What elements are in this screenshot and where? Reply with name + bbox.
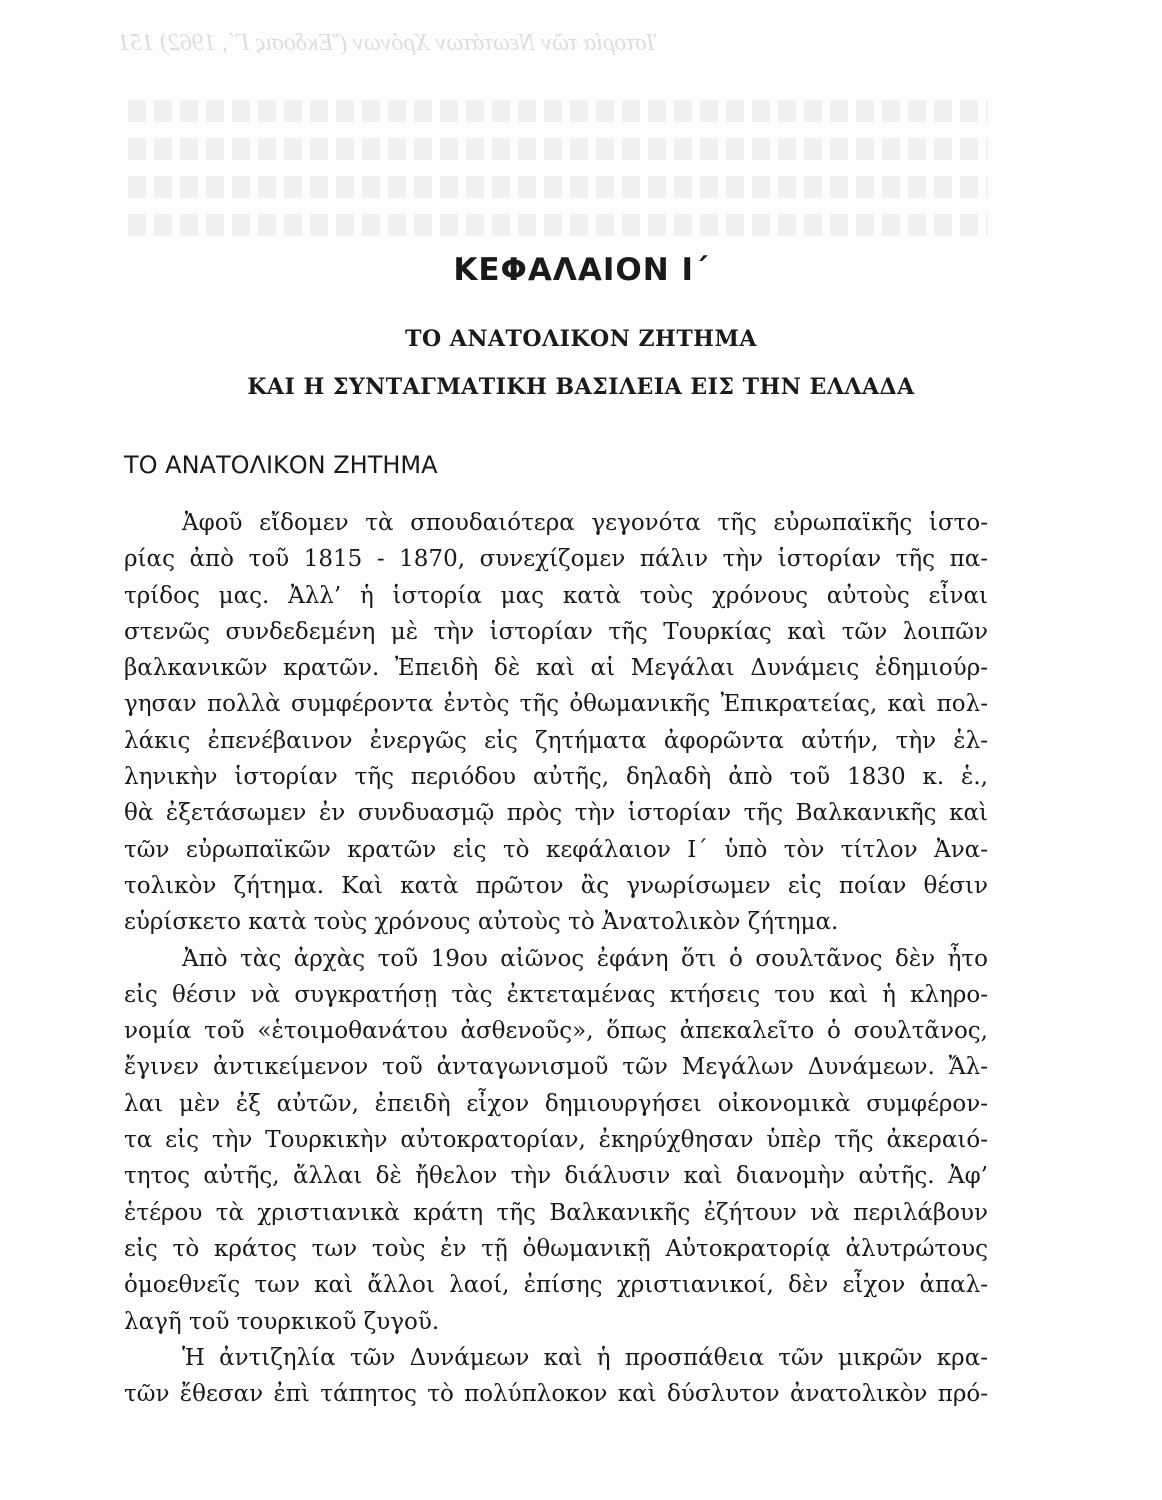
text-line: εἰς τὸ κράτος των τοὺς ἐν τῇ ὀθωμανικῇ Αὐτοκρατορίᾳ ἀλυτρώτους	[124, 1235, 988, 1262]
text-line: βαλκανικῶν κρατῶν. Ἐπειδὴ δὲ καὶ αἱ Μεγάλαι Δυνάμεις ἐδημιούρ-	[124, 655, 988, 682]
text-line: τα εἰς τὴν Τουρκικὴν αὐτοκρατορίαν, ἐκηρύχθησαν ὑπὲρ τῆς ἀκεραιό-	[124, 1127, 988, 1154]
text-line: εἰς θέσιν νὰ συγκρατήσῃ τὰς ἐκτεταμένας κτήσεις του καὶ ἡ κληρο-	[124, 981, 988, 1008]
chapter-title: ΚΕΦΑΛΑΙΟΝ Ι΄	[453, 252, 709, 288]
chapter-subtitle-2: ΚΑΙ Η ΣΥΝΤΑΓΜΑΤΙΚΗ ΒΑΣΙΛΕΙΑ ΕΙΣ ΤΗΝ ΕΛΛΑΔΑ	[247, 374, 915, 400]
bleed-through-header: Ἱστορία τῶν Νεωτάτων Χρόνων (Ἔκδοσις Γ΄, 1962) 151	[118, 30, 658, 56]
text-line: ἑτέρου τὰ χριστιανικὰ κράτη τῆς Βαλκανικῆς ἐζήτουν νὰ περιλάβουν	[124, 1199, 988, 1226]
text-line: στενῶς συνδεδεμένη μὲ τὴν ἱστορίαν τῆς Τουρκίας καὶ τῶν λοιπῶν	[124, 618, 988, 645]
text-line: τρίδος μας. Ἀλλ’ ἡ ἱστορία μας κατὰ τοὺς χρόνους αὐτοὺς εἶναι	[124, 582, 988, 609]
text-line: Ἀφοῦ εἴδομεν τὰ σπουδαιότερα γεγονότα τῆς εὐρωπαϊκῆς ἱστο-	[182, 510, 988, 536]
text-line: τῶν εὐρωπαϊκῶν κρατῶν εἰς τὸ κεφάλαιον Ι΄ ὑπὸ τὸν τίτλον Ἀνα-	[124, 836, 988, 863]
body-text	[124, 505, 988, 1412]
text-line: ἔγινεν ἀντικείμενον τοῦ ἀνταγωνισμοῦ τῶν Μεγάλων Δυνάμεων. Ἄλ-	[124, 1054, 988, 1081]
text-line: νομία τοῦ «ἑτοιμοθανάτου ἀσθενοῦς», ὅπως ἀπεκαλεῖτο ὁ σουλτᾶνος,	[124, 1018, 988, 1045]
text-line: λαι μὲν ἐξ αὐτῶν, ἐπειδὴ εἶχον δημιουργήσει οἰκονομικὰ συμφέρον-	[124, 1090, 988, 1117]
text-line: λαγῆ τοῦ τουρκικοῦ ζυγοῦ.	[124, 1308, 440, 1335]
text-line: ληνικὴν ἱστορίαν τῆς περιόδου αὐτῆς, δηλαδὴ ἀπὸ τοῦ 1830 κ. ἑ.,	[124, 764, 988, 791]
text-line: εὑρίσκετο κατὰ τοὺς χρόνους αὐτοὺς τὸ Ἀνατολικὸν ζήτημα.	[124, 909, 839, 936]
text-line: ρίας ἀπὸ τοῦ 1815 - 1870, συνεχίζομεν πάλιν τὴν ἱστορίαν τῆς πα-	[124, 546, 988, 573]
text-line: Ἀπὸ τὰς ἀρχὰς τοῦ 19ου αἰῶνος ἐφάνη ὅτι ὁ σουλτᾶνος δὲν ἦτο	[182, 945, 988, 972]
chapter-subtitle-1: ΤΟ ΑΝΑΤΟΛΙΚΟΝ ΖΗΤΗΜΑ	[405, 326, 757, 352]
text-line: τολικὸν ζήτημα. Καὶ κατὰ πρῶτον ἂς γνωρίσωμεν εἰς ποίαν θέσιν	[124, 872, 988, 899]
text-line: λάκις ἐπενέβαινον ἐνεργῶς εἰς ζητήματα ἀφορῶντα αὐτήν, τὴν ἑλ-	[124, 727, 988, 754]
text-line: Ἡ ἀντιζηλία τῶν Δυνάμεων καὶ ἡ προσπάθεια τῶν μικρῶν κρα-	[182, 1344, 988, 1371]
bleed-through-line	[128, 138, 988, 160]
text-line: ὁμοεθνεῖς των καὶ ἄλλοι λαοί, ἐπίσης χριστιανικοί, δὲν εἶχον ἀπαλ-	[124, 1272, 988, 1299]
text-line: τῶν ἔθεσαν ἐπὶ τάπητος τὸ πολύπλοκον καὶ δύσλυτον ἀνατολικὸν πρό-	[124, 1381, 988, 1408]
bleed-through-line	[128, 100, 988, 122]
text-line: θὰ ἐξετάσωμεν ἐν συνδυασμῷ πρὸς τὴν ἱστορίαν τῆς Βαλκανικῆς καὶ	[124, 800, 988, 827]
bleed-through-line	[128, 214, 988, 236]
text-line: τητος αὐτῆς, ἄλλαι δὲ ἤθελον τὴν διάλυσιν καὶ διανομὴν αὐτῆς. Ἀφ’	[124, 1163, 988, 1190]
text-line: γησαν πολλὰ συμφέροντα ἐντὸς τῆς ὀθωμανικῆς Ἐπικρατείας, καὶ πολ-	[124, 691, 988, 718]
bleed-through-line	[128, 176, 988, 198]
section-heading: ΤΟ ΑΝΑΤΟΛΙΚΟΝ ΖΗΤΗΜΑ	[124, 451, 438, 479]
